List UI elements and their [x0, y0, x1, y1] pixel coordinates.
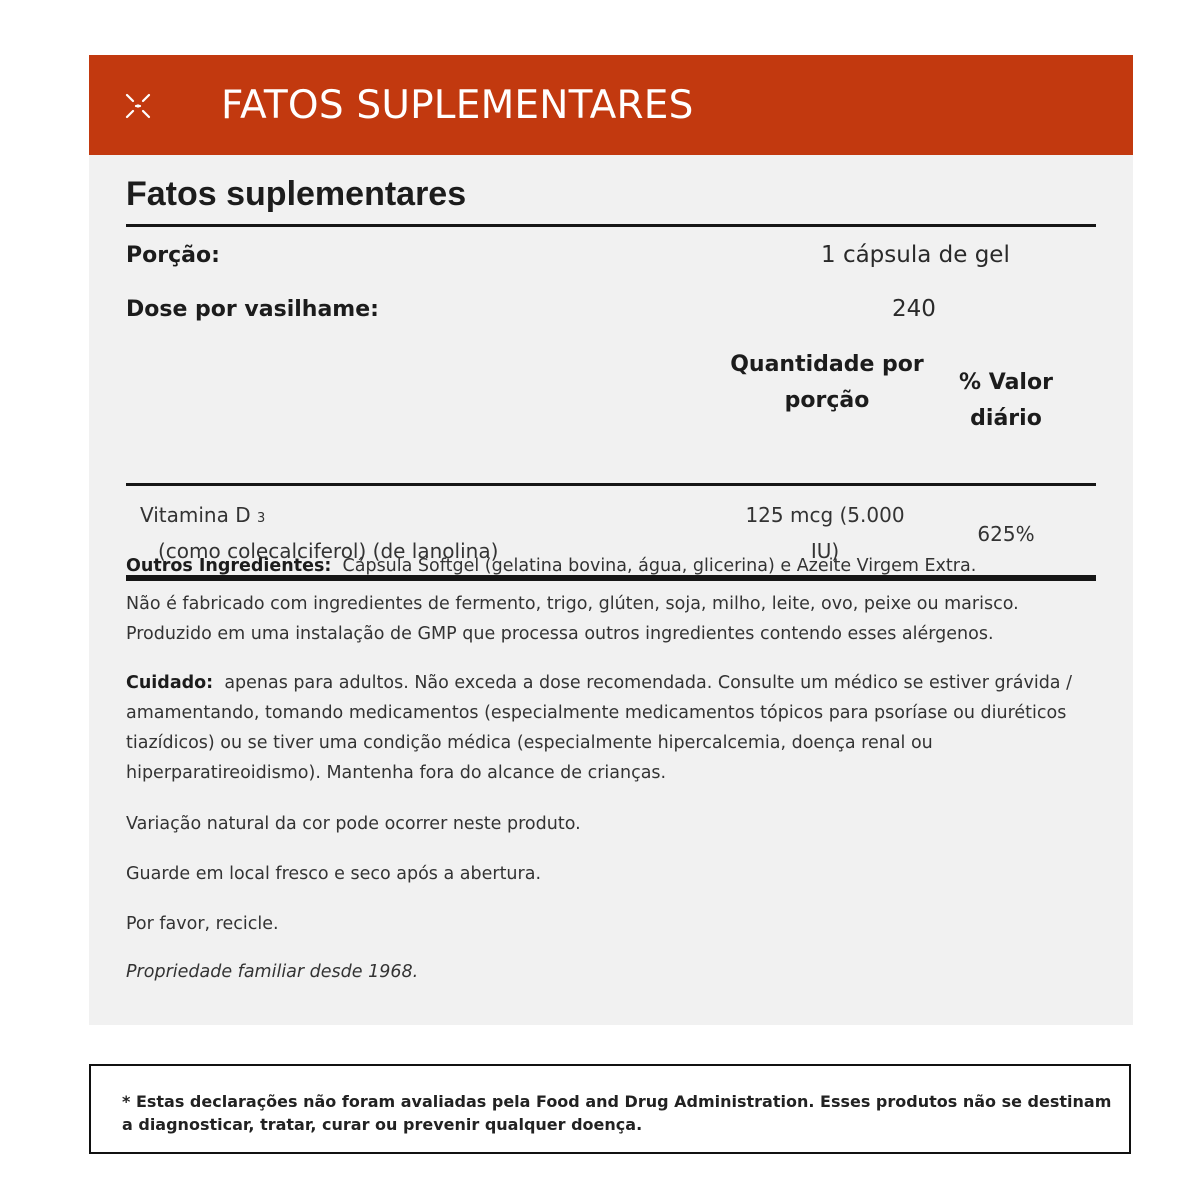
recycle-note: Por favor, recicle.	[126, 914, 279, 934]
servings-per-container-value: 240	[892, 296, 936, 322]
sparkle-cross-icon	[123, 91, 153, 121]
serving-size-value: 1 cápsula de gel	[821, 242, 1010, 268]
other-ingredients-label: Outros Ingredientes:	[126, 556, 332, 576]
daily-value-header: % Valor diário	[959, 370, 1053, 431]
servings-per-container-label: Dose por vasilhame:	[126, 297, 379, 322]
nutrient-name	[140, 497, 265, 537]
storage-note: Guarde em local fresco e seco após a abertura.	[126, 864, 542, 884]
serving-size-label: Porção:	[126, 243, 220, 268]
caution-statement	[126, 668, 1101, 788]
caution-text: apenas para adultos. Não exceda a dose recomendada. Consulte um médico se estiver grávida / amamentando, tomando medicamentos (especialmente medicamentos tópicos para psoríase ou diuréticos tiazídicos) ou se tiver uma condição médica (especialmente hipercalcemia, doença renal ou hiperparatireoidismo). Mantenha fora do alcance de crianças.	[126, 673, 1072, 783]
allergen-statement-1: Não é fabricado com ingredientes de fermento, trigo, glúten, soja, milho, leite, ovo, peixe ou marisco.	[126, 594, 1019, 614]
amount-header-line2: porção	[784, 388, 870, 413]
allergen-statement-2: Produzido em uma instalação de GMP que processa outros ingredientes contendo esses alérgenos.	[126, 624, 994, 644]
header-divider	[126, 483, 1096, 486]
nutrient-daily-value: 625%	[977, 522, 1035, 546]
fda-disclaimer-text: * Estas declarações não foram avaliadas pela Food and Drug Administration. Esses produtos não se destinam a diagnosticar, tratar, curar ou prevenir qualquer doença.	[122, 1092, 1112, 1134]
caution-label: Cuidado:	[126, 673, 214, 693]
nutrient-name-subscript: 3	[256, 511, 266, 526]
nutrient-amount-line2: IU)	[810, 539, 840, 563]
nutrient-detail: (como colecalciferol) (de lanolina)	[158, 539, 499, 563]
color-variation-note: Variação natural da cor pode ocorrer neste produto.	[126, 814, 581, 834]
family-owned-note: Propriedade familiar desde 1968.	[126, 962, 419, 982]
other-ingredients	[126, 551, 1106, 581]
amount-header-line1: Quantidade por	[730, 352, 924, 377]
banner-title: FATOS SUPLEMENTARES	[221, 83, 694, 128]
facts-title: Fatos suplementares	[126, 175, 467, 213]
amount-per-serving-header	[722, 347, 932, 419]
other-ingredients-text: Cápsula Softgel (gelatina bovina, água, glicerina) e Azeite Virgem Extra.	[342, 556, 977, 576]
title-divider	[126, 224, 1096, 227]
nutrient-name-text: Vitamina D	[140, 503, 257, 527]
fda-disclaimer-box	[89, 1064, 1131, 1154]
header-banner	[89, 55, 1133, 155]
supplement-facts-panel	[89, 55, 1133, 1025]
nutrient-amount-line1: 125 mcg (5.000	[745, 503, 905, 527]
